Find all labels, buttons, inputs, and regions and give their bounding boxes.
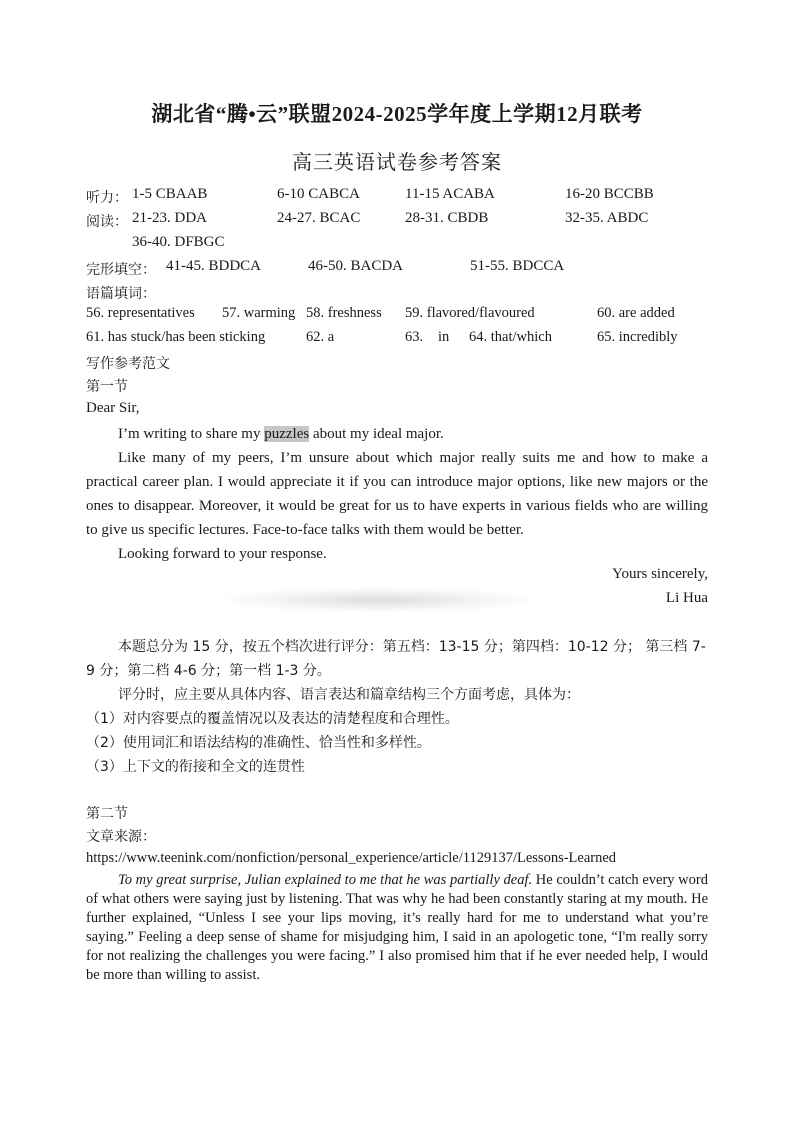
- source-label: 文章来源：: [86, 829, 156, 845]
- reading-group-2: 24-27. BCAC: [277, 210, 361, 226]
- writing-heading: 写作参考范文: [86, 356, 170, 372]
- grammar-item-62: 62. a: [306, 329, 335, 345]
- grammar-item-57: 57. warming: [222, 305, 296, 321]
- reading-label: 阅读：: [86, 214, 128, 230]
- listening-group-1: 1-5 CBAAB: [132, 186, 208, 202]
- scoring-criterion-2: （2）使用词汇和语法结构的准确性、恰当性和多样性。: [86, 735, 431, 751]
- letter-paragraph-3: Looking forward to your response.: [118, 546, 327, 562]
- listening-label: 听力：: [86, 190, 128, 206]
- grammar-item-56: 56. representatives: [86, 305, 195, 321]
- highlighted-word: puzzles: [264, 426, 310, 442]
- cloze-group-1: 41-45. BDDCA: [166, 258, 262, 274]
- grammar-item-65: 65. incredibly: [597, 329, 678, 345]
- scoring-intro: 评分时，应主要从具体内容、语言表达和篇章结构三个方面考虑，具体为：: [118, 687, 580, 703]
- grammar-item-64: 64. that/which: [469, 329, 552, 345]
- reading-group-5: 36-40. DFBGC: [132, 234, 225, 250]
- page-subtitle: 高三英语试卷参考答案: [292, 152, 502, 174]
- listening-group-2: 6-10 CABCA: [277, 186, 360, 202]
- listening-group-3: 11-15 ACABA: [405, 186, 495, 202]
- grammar-item-63-answer: in: [438, 329, 450, 345]
- grammar-item-58: 58. freshness: [306, 305, 382, 321]
- smudge-mark: [228, 588, 528, 612]
- scoring-criterion-1: （1）对内容要点的覆盖情况以及表达的清楚程度和合理性。: [86, 711, 459, 727]
- essay-lead-sentence: To my great surprise, Julian explained to me that he was partially deaf.: [118, 872, 533, 888]
- page-title: 湖北省“腾•云”联盟2024-2025学年度上学期12月联考: [151, 102, 643, 126]
- letter-body: [86, 422, 708, 566]
- letter-paragraph-2: Like many of my peers, I’m unsure about which major really suits me and how to make a practical career plan. I would appreciate it if you can introduce major options, like new majors or the ones to disappear. Moreover, it would be great for us to have experts in various fields who are willing to give us specific lectures. Face-to-face talks with them would be better.: [86, 450, 708, 538]
- letter-closing: Yours sincerely,: [612, 566, 708, 582]
- part1-heading: 第一节: [86, 379, 128, 395]
- grammar-item-60: 60. are added: [597, 305, 675, 321]
- essay-rest: He couldn’t catch every word of what others were saying just by listening. That was why he had been constantly staring at my mouth. He further explained, “Unless I see your lips moving, it’s really hard for me to understand what you’re saying.” Feeling a deep sense of shame for misjudging him, I said in an apologetic tone, “I'm really sorry for not realizing the challenges you were facing.” I also promised him that if he ever needed help, I would be more than willing to assist.: [86, 872, 708, 983]
- source-url: https://www.teenink.com/nonfiction/personal_experience/article/1129137/Lessons-Learned: [86, 850, 617, 866]
- letter-signature: Li Hua: [665, 590, 708, 606]
- scoring-criterion-3: （3）上下文的衔接和全文的连贯性: [86, 759, 305, 775]
- grammar-item-63-number: 63.: [405, 329, 424, 345]
- scoring-paragraph: 本题总分为 15 分，按五个档次进行评分：第五档：13-15 分；第四档：10-12 分； 第三档 7-9 分；第二档 4-6 分；第一档 1-3 分。: [86, 639, 706, 679]
- cloze-label: 完形填空：: [86, 262, 156, 278]
- part2-heading: 第二节: [86, 806, 128, 822]
- grammar-item-59: 59. flavored/flavoured: [405, 305, 535, 321]
- letter-salutation: Dear Sir,: [86, 400, 140, 416]
- essay-paragraph: [86, 871, 708, 985]
- letter-paragraph-1: I’m writing to share my puzzles about my ideal major.: [118, 426, 444, 442]
- reading-group-1: 21-23. DDA: [132, 210, 207, 226]
- reading-group-3: 28-31. CBDB: [405, 210, 489, 226]
- cloze-group-3: 51-55. BDCCA: [470, 258, 565, 274]
- listening-group-4: 16-20 BCCBB: [565, 186, 654, 202]
- grammar-label: 语篇填词：: [86, 286, 156, 302]
- cloze-group-2: 46-50. BACDA: [308, 258, 404, 274]
- reading-group-4: 32-35. ABDC: [565, 210, 649, 226]
- grammar-item-61: 61. has stuck/has been sticking: [86, 329, 266, 345]
